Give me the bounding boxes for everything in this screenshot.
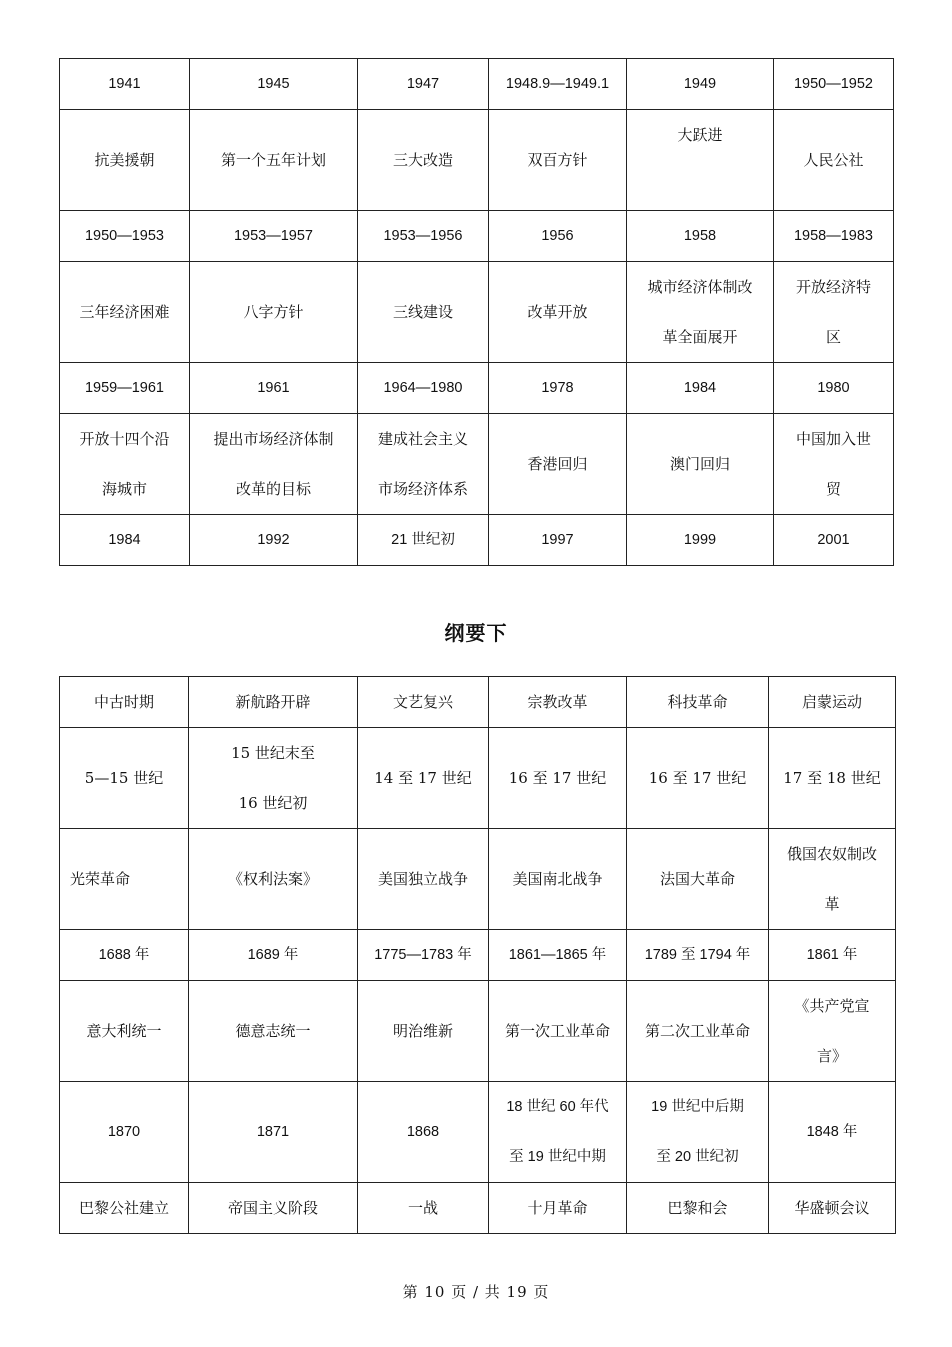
table-cell (60, 515, 190, 566)
cell-text: 1948.9—1949.1 (505, 76, 610, 92)
table-cell (627, 59, 774, 110)
cell-text: 1958 (683, 228, 717, 244)
table-cell (60, 110, 190, 211)
table-cell (358, 1183, 489, 1234)
cell-text: 大跃进 (677, 126, 723, 144)
table-cell (627, 981, 769, 1082)
table-cell (60, 262, 190, 363)
cell-text: 19 世纪中后期 (651, 1099, 744, 1115)
cell-text: 5—15 世纪 (84, 769, 164, 787)
cell-text: 16 至 17 世纪 (508, 769, 607, 787)
cell-text: 1950—1952 (793, 76, 873, 92)
cell-text: 中古时期 (93, 693, 154, 711)
cell-text: 帝国主义阶段 (227, 1199, 318, 1217)
table-cell (358, 981, 489, 1082)
table-cell (769, 829, 896, 930)
table-row (60, 110, 894, 211)
cell-text: 1984 (683, 380, 717, 396)
table-cell (358, 515, 489, 566)
page-footer: 第 10 页 / 共 19 页 (402, 1283, 550, 1301)
cell-text: 香港回归 (527, 455, 588, 473)
cell-text: 区 (825, 328, 841, 346)
table-cell (627, 110, 774, 211)
table-cell (190, 515, 358, 566)
cell-text: 开放经济特 (795, 278, 871, 296)
cell-text: 1949 (683, 76, 717, 92)
table-cell (189, 677, 358, 728)
cell-text: 意大利统一 (86, 1022, 162, 1040)
table-cell (489, 363, 627, 414)
table-cell (60, 930, 189, 981)
table-cell (189, 981, 358, 1082)
cell-text: 第二次工业革命 (644, 1022, 750, 1040)
cell-text: 1950—1953 (84, 228, 164, 244)
cell-text: 革 (824, 895, 840, 913)
table-cell (358, 829, 489, 930)
table-cell (489, 110, 627, 211)
table-cell (358, 262, 489, 363)
table-cell (769, 1183, 896, 1234)
table-cell (774, 262, 894, 363)
cell-text: 1775—1783 年 (374, 947, 472, 963)
cell-text: 三年经济困难 (79, 303, 170, 321)
cell-text: 1871 (256, 1124, 290, 1140)
cell-text: 文艺复兴 (392, 693, 453, 711)
table-cell (627, 414, 774, 515)
cell-text: 人民公社 (803, 151, 864, 169)
cell-text: 1956 (541, 228, 574, 244)
cell-text: 1984 (108, 532, 141, 548)
table-cell (60, 728, 189, 829)
table-row (60, 981, 896, 1082)
table-cell (774, 414, 894, 515)
cell-text: 1997 (541, 532, 574, 548)
cell-text: 光荣革命 (70, 870, 131, 888)
table-cell (60, 829, 189, 930)
cell-text: 提出市场经济体制 (213, 430, 334, 448)
table-row (60, 1082, 896, 1183)
cell-text: 中国加入世 (795, 430, 871, 448)
table-cell (358, 1082, 489, 1183)
cell-text: 1953—1957 (233, 228, 313, 244)
table-cell (769, 1082, 896, 1183)
table-row (60, 1183, 896, 1234)
cell-text: 启蒙运动 (801, 693, 862, 711)
cell-text: 巴黎公社建立 (78, 1199, 169, 1217)
cell-text: 一战 (407, 1199, 438, 1217)
cell-text: 海城市 (101, 480, 147, 498)
table-cell (189, 930, 358, 981)
table-cell (489, 829, 627, 930)
table-cell (774, 363, 894, 414)
cell-text: 德意志统一 (235, 1022, 311, 1040)
cell-text: 巴黎和会 (667, 1199, 728, 1217)
table-row (60, 677, 896, 728)
table-cell (627, 363, 774, 414)
cell-text: 1941 (108, 76, 141, 92)
cell-text: 1688 年 (98, 947, 150, 963)
table-cell (489, 1183, 627, 1234)
table-cell (627, 829, 769, 930)
cell-text: 双百方针 (527, 151, 588, 169)
timeline-table-china (59, 58, 894, 566)
timeline-table-world (59, 676, 896, 1234)
table-cell (358, 211, 489, 262)
table-row (60, 363, 894, 414)
table-row (60, 59, 894, 110)
cell-text: 15 世纪末至 (231, 744, 315, 762)
cell-text: 1964—1980 (383, 380, 463, 396)
cell-text: 18 世纪 60 年代 (506, 1099, 609, 1115)
cell-text: 澳门回归 (669, 455, 730, 473)
table-cell (769, 677, 896, 728)
table-cell (627, 728, 769, 829)
cell-text: 14 至 17 世纪 (374, 769, 472, 787)
cell-text: 1868 (406, 1124, 440, 1140)
table-cell (627, 1183, 769, 1234)
table-cell (358, 728, 489, 829)
table-cell (358, 677, 489, 728)
cell-text: 16 至 17 世纪 (648, 769, 747, 787)
table-cell (627, 515, 774, 566)
table-cell (60, 363, 190, 414)
cell-text: 美国独立战争 (377, 870, 468, 888)
cell-text: 华盛顿会议 (794, 1199, 870, 1217)
cell-text: 1999 (683, 532, 717, 548)
table-cell (489, 981, 627, 1082)
cell-text: 市场经济体系 (377, 480, 468, 498)
cell-text: 开放十四个沿 (79, 430, 170, 448)
section-title: 纲要下 (444, 621, 508, 645)
cell-text: 1978 (541, 380, 574, 396)
table-cell (489, 677, 627, 728)
table-cell (489, 515, 627, 566)
cell-text: 1861—1865 年 (508, 947, 607, 963)
table-cell (489, 1082, 627, 1183)
cell-text: 1789 至 1794 年 (644, 947, 751, 963)
cell-text: 1848 年 (806, 1124, 858, 1140)
cell-text: 抗美援朝 (94, 151, 155, 169)
cell-text: 至 19 世纪中期 (509, 1149, 606, 1165)
cell-text: 贸 (825, 480, 841, 498)
cell-text: 1961 (257, 380, 290, 396)
table-cell (358, 110, 489, 211)
table-cell (769, 981, 896, 1082)
cell-text: 2001 (817, 532, 850, 548)
table-cell (60, 1082, 189, 1183)
table-cell (60, 211, 190, 262)
table-row (60, 930, 896, 981)
cell-text: 美国南北战争 (512, 870, 603, 888)
cell-text: 宗教改革 (527, 693, 588, 711)
cell-text: 新航路开辟 (235, 693, 311, 711)
table-cell (769, 930, 896, 981)
cell-text: 第一个五年计划 (220, 151, 326, 169)
table-cell (774, 110, 894, 211)
cell-text: 第一次工业革命 (504, 1022, 610, 1040)
cell-text: 1947 (406, 76, 440, 92)
cell-text: 言》 (816, 1047, 847, 1065)
table-row (60, 262, 894, 363)
cell-text: 八字方针 (243, 303, 304, 321)
table-cell (189, 728, 358, 829)
cell-text: 革全面展开 (662, 328, 738, 346)
table-cell (190, 262, 358, 363)
table-cell (774, 515, 894, 566)
table-cell (769, 728, 896, 829)
cell-text: 1953—1956 (383, 228, 463, 244)
cell-text: 1861 年 (806, 947, 858, 963)
table-cell (60, 1183, 189, 1234)
table-row (60, 515, 894, 566)
table-cell (190, 110, 358, 211)
table-cell (489, 262, 627, 363)
table-cell (358, 363, 489, 414)
table-cell (774, 211, 894, 262)
cell-text: 明治维新 (392, 1022, 453, 1040)
cell-text: 改革的目标 (235, 480, 311, 498)
table-cell (190, 211, 358, 262)
table-cell (189, 1082, 358, 1183)
cell-text: 城市经济体制改 (647, 278, 753, 296)
table-cell (489, 211, 627, 262)
table-cell (189, 829, 358, 930)
table-cell (189, 1183, 358, 1234)
table-cell (627, 262, 774, 363)
cell-text: 1958—1983 (793, 228, 873, 244)
cell-text: 十月革命 (527, 1199, 588, 1217)
cell-text: 法国大革命 (659, 870, 735, 888)
table-cell (358, 59, 489, 110)
table-cell (358, 414, 489, 515)
table-cell (489, 414, 627, 515)
cell-text: 1959—1961 (84, 380, 164, 396)
cell-text: 俄国农奴制改 (786, 845, 877, 863)
table-row (60, 414, 894, 515)
table-cell (60, 677, 189, 728)
table-row (60, 728, 896, 829)
cell-text: 科技革命 (667, 693, 728, 711)
cell-text: 16 世纪初 (238, 794, 308, 812)
table-row (60, 211, 894, 262)
table-cell (190, 414, 358, 515)
table-cell (627, 1082, 769, 1183)
cell-text: 三大改造 (392, 151, 453, 169)
table-cell (627, 677, 769, 728)
table-row (60, 829, 896, 930)
table-cell (358, 930, 489, 981)
cell-text: 三线建设 (392, 303, 453, 321)
table-cell (489, 59, 627, 110)
cell-text: 《共产党宣 (794, 997, 870, 1015)
cell-text: 改革开放 (527, 303, 588, 321)
table-cell (489, 930, 627, 981)
table-cell (489, 728, 627, 829)
table-cell (774, 59, 894, 110)
cell-text: 17 至 18 世纪 (783, 769, 881, 787)
cell-text: 至 20 世纪初 (656, 1149, 739, 1165)
table-cell (190, 59, 358, 110)
cell-text: 1945 (257, 76, 290, 92)
table-cell (60, 59, 190, 110)
table-cell (60, 981, 189, 1082)
cell-text: 1870 (107, 1124, 141, 1140)
cell-text: 建成社会主义 (377, 430, 468, 448)
cell-text: 《权利法案》 (227, 870, 318, 888)
table-cell (627, 211, 774, 262)
cell-text: 1992 (257, 532, 290, 548)
table-cell (627, 930, 769, 981)
cell-text: 1980 (817, 380, 850, 396)
cell-text: 1689 年 (247, 947, 299, 963)
table-cell (190, 363, 358, 414)
table-cell (60, 414, 190, 515)
cell-text: 21 世纪初 (391, 532, 455, 548)
